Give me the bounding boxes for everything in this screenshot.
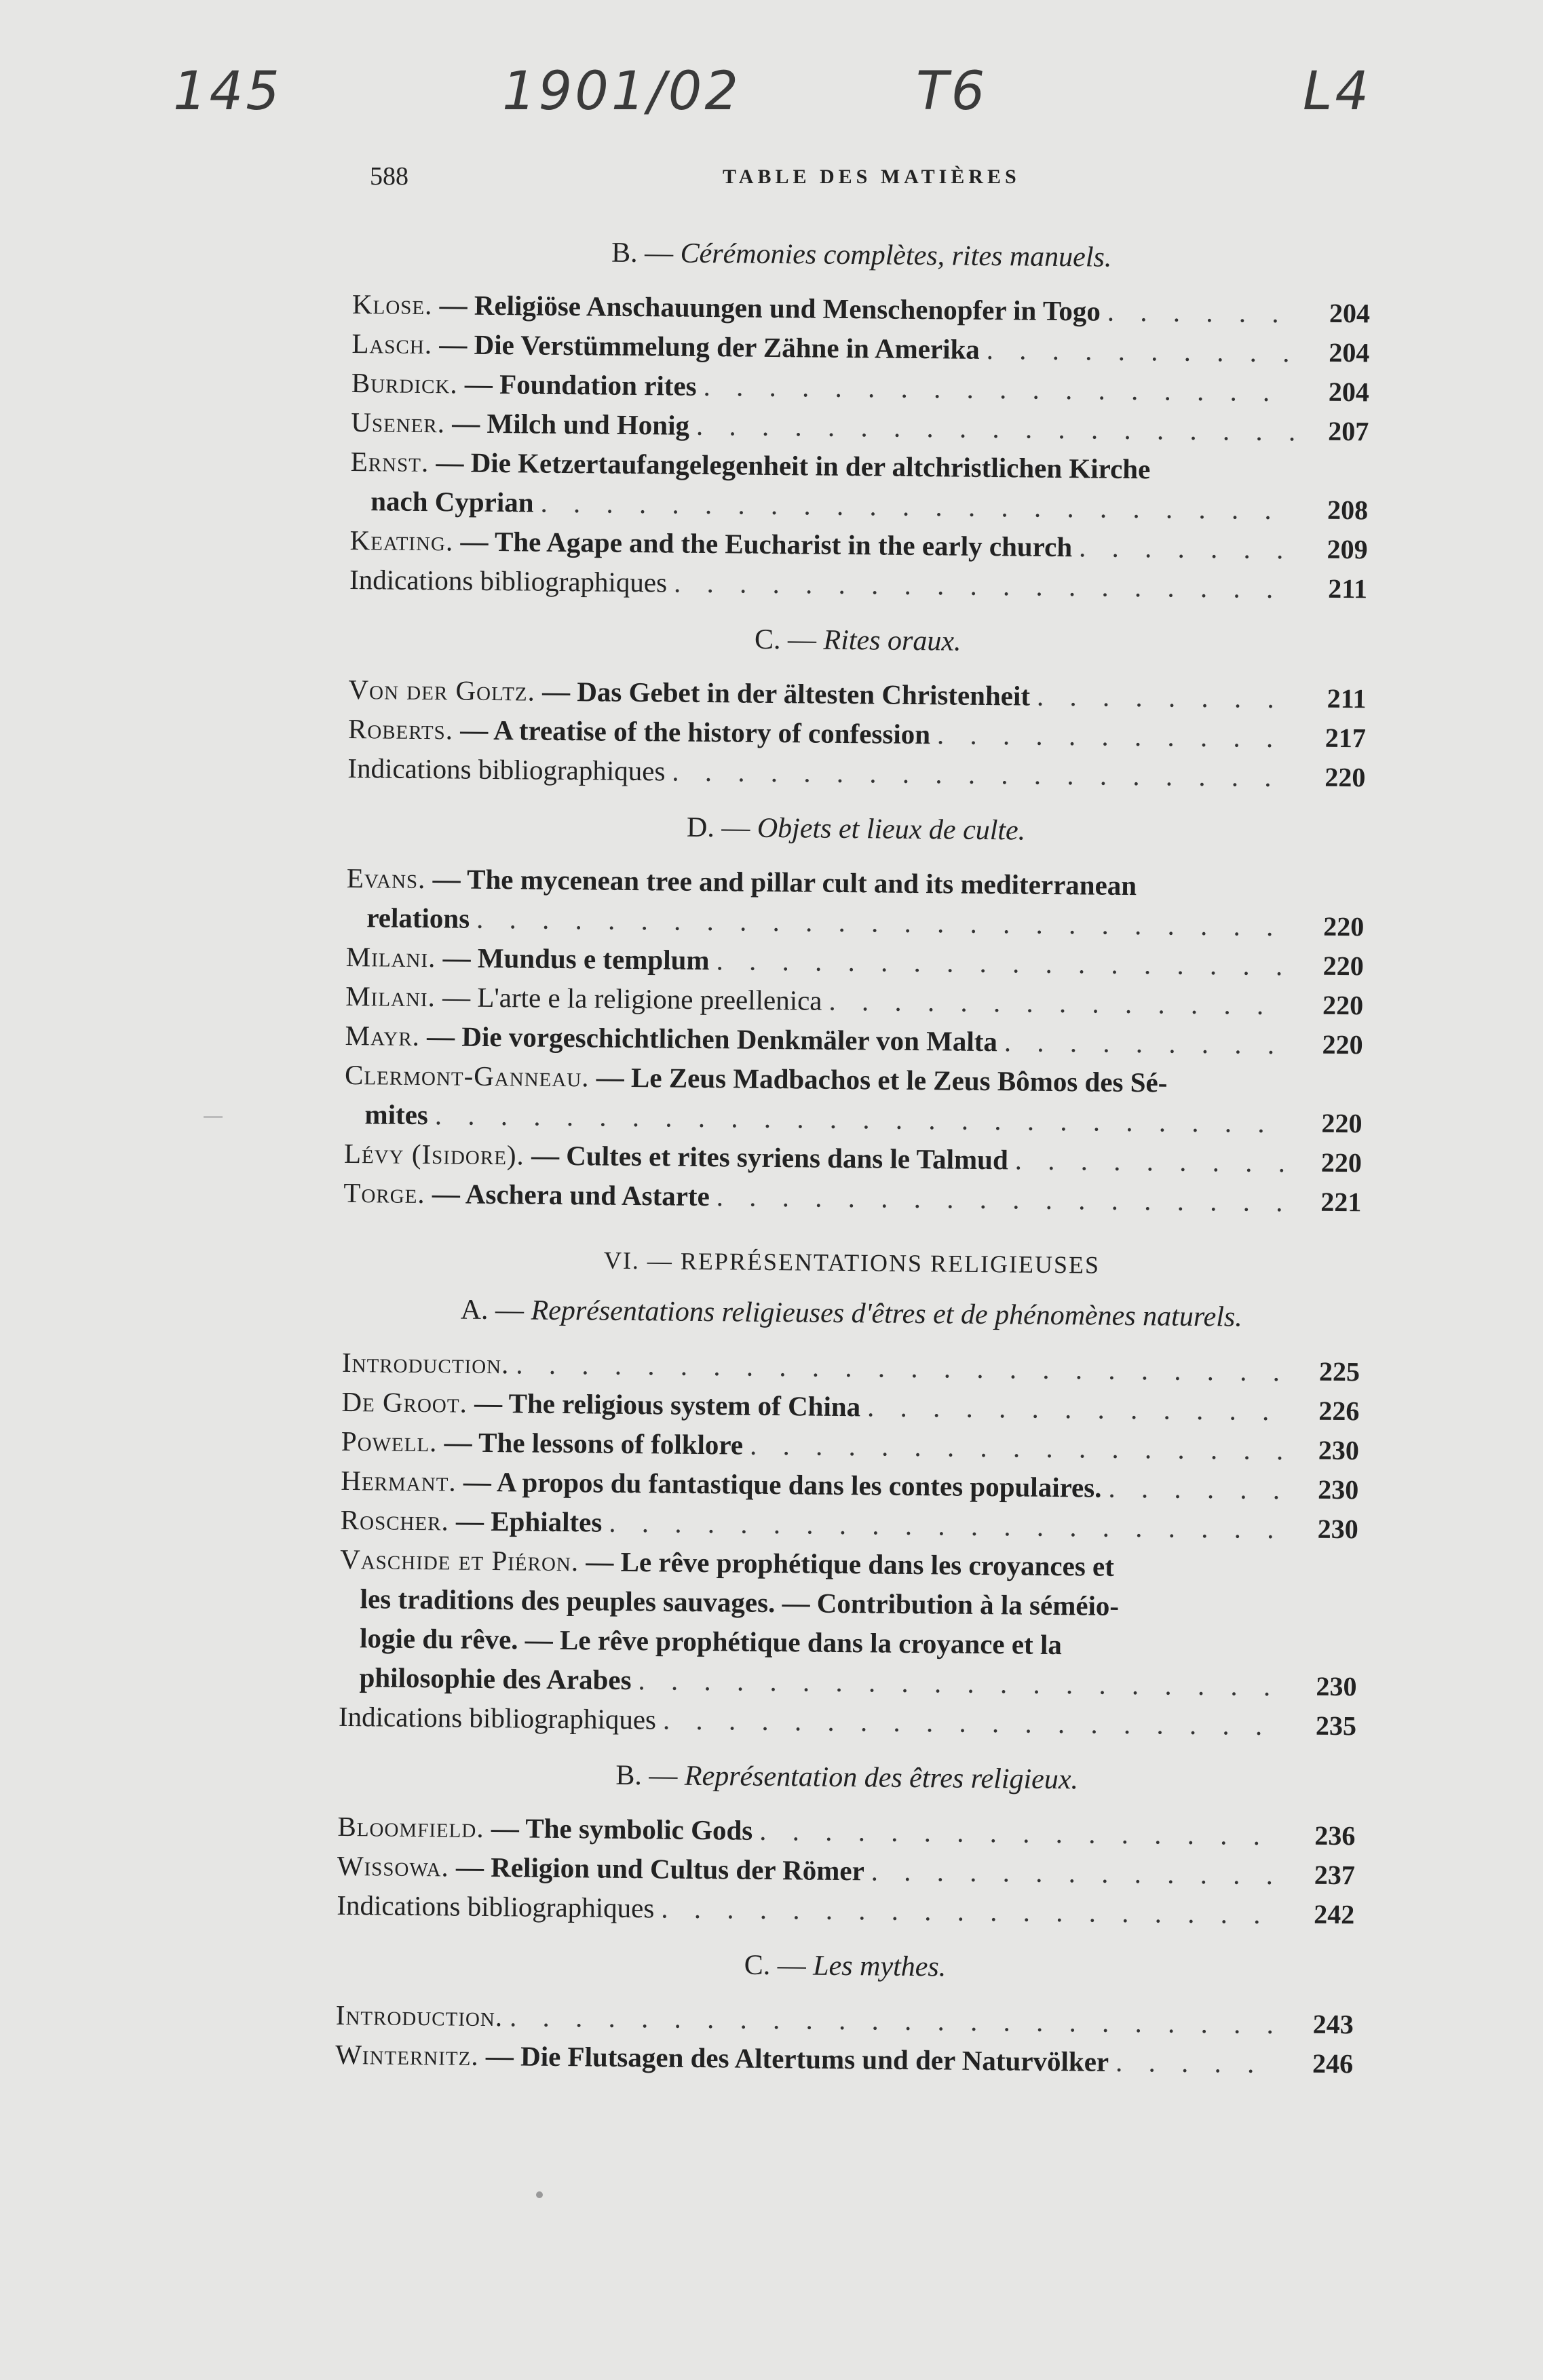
entry-author: Introduction. bbox=[341, 1346, 510, 1380]
entry-page-number: 207 bbox=[1328, 415, 1369, 447]
entry-title: — Die Ketzertaufangelegenheit in der altchristlichen Kirche bbox=[436, 446, 1151, 485]
entry-page-number: 230 bbox=[1316, 1670, 1357, 1702]
entry-page-number: 220 bbox=[1325, 761, 1366, 793]
entry-author: Evans. bbox=[346, 862, 426, 895]
entry-page-number: 211 bbox=[1328, 573, 1368, 604]
entry-page-number: 225 bbox=[1318, 1356, 1360, 1387]
entry-page-number: 209 bbox=[1327, 533, 1368, 565]
entry-line-text bbox=[337, 1807, 753, 1850]
section-label: C. — bbox=[754, 623, 817, 656]
leader-dots bbox=[1107, 292, 1296, 333]
toc-entry-text bbox=[339, 1697, 1289, 1745]
entry-line-text bbox=[341, 1500, 603, 1542]
entry-line-text bbox=[349, 560, 668, 602]
entry-line-text bbox=[345, 1016, 997, 1061]
entry-title: — Foundation rites bbox=[464, 368, 697, 402]
section-heading bbox=[338, 1757, 1356, 1799]
entry-page-number: 242 bbox=[1314, 1898, 1355, 1930]
entry-title: — L'arte e la religione preellenica bbox=[442, 981, 822, 1016]
entry-page-number: 220 bbox=[1323, 910, 1365, 942]
entry-page-number: 217 bbox=[1325, 722, 1367, 754]
handwritten-note-4: L4 bbox=[1303, 61, 1372, 122]
entry-continuation: relations bbox=[366, 902, 470, 934]
leader-dots bbox=[1037, 676, 1292, 718]
leader-dots bbox=[663, 1700, 1282, 1745]
entry-title: — Aschera und Astarte bbox=[432, 1178, 710, 1212]
ink-dot bbox=[536, 2191, 543, 2198]
section-title: Représentation des êtres religieux. bbox=[684, 1760, 1079, 1796]
entry-line-text bbox=[339, 1697, 657, 1739]
entry-title: — Ephialtes bbox=[455, 1505, 603, 1538]
entry-line-text bbox=[349, 520, 1072, 567]
entry-title: — Cultes et rites syriens dans le Talmud bbox=[531, 1139, 1009, 1176]
toc-entry-text bbox=[335, 2035, 1285, 2083]
entry-page-number: 208 bbox=[1327, 494, 1369, 526]
entry-continuation: les traditions des peuples sauvages. — Contribution à la séméio- bbox=[360, 1583, 1120, 1621]
entry-author: Torge. bbox=[343, 1176, 425, 1210]
entry-page-number: 236 bbox=[1314, 1820, 1356, 1851]
entry-author: Von der Goltz. bbox=[348, 673, 536, 707]
entry-line-text bbox=[341, 1382, 860, 1426]
entry-page-number: 226 bbox=[1318, 1395, 1360, 1427]
leader-dots bbox=[609, 1503, 1284, 1549]
page-header bbox=[370, 161, 1360, 195]
section-label: C. — bbox=[744, 1949, 807, 1982]
entry-continuation: nach Cyprian bbox=[370, 485, 534, 518]
entry-page-number: 204 bbox=[1329, 337, 1370, 368]
leader-dots bbox=[1116, 2042, 1279, 2083]
section-title: Objets et lieux de culte. bbox=[757, 812, 1026, 847]
entry-line-text bbox=[351, 402, 689, 445]
entry-page-number: 204 bbox=[1328, 376, 1370, 408]
entry-line-text bbox=[348, 670, 1030, 716]
entry-title: — Le rêve prophétique dans les croyances et bbox=[586, 1546, 1115, 1582]
leader-dots bbox=[1004, 1022, 1289, 1064]
entry-page-number: 220 bbox=[1322, 1029, 1363, 1060]
leader-dots bbox=[716, 940, 1289, 985]
section-label: D. — bbox=[686, 811, 750, 844]
entry-line-text bbox=[351, 363, 697, 406]
handwritten-note-3: T6 bbox=[916, 61, 988, 122]
entry-line-text bbox=[351, 324, 980, 369]
leader-dots bbox=[638, 1660, 1282, 1706]
entry-title: — Le Zeus Madbachos et le Zeus Bômos des Sé- bbox=[596, 1061, 1168, 1098]
entry-line bbox=[339, 1697, 1289, 1745]
toc-entry-text bbox=[344, 1055, 1295, 1143]
entry-title: — The religious system of China bbox=[474, 1387, 861, 1423]
entry-title: — Die Verstümmelung der Zähne in Amerika bbox=[439, 328, 980, 365]
entry-title: — Die Flutsagen des Altertums und der Naturvölker bbox=[485, 2040, 1109, 2077]
toc-entry-text bbox=[349, 560, 1299, 608]
toc-entry-text bbox=[339, 1539, 1290, 1706]
entry-line bbox=[349, 560, 1299, 608]
toc-entry[interactable] bbox=[339, 1539, 1358, 1706]
entry-page-number: 221 bbox=[1320, 1186, 1362, 1218]
section-label: B. — bbox=[611, 237, 674, 269]
entry-title: — Das Gebet in der ältesten Christenheit bbox=[541, 675, 1031, 712]
entry-author: Lasch. bbox=[351, 327, 433, 360]
entry-author: Keating. bbox=[349, 524, 454, 557]
toc-entry-text bbox=[343, 1173, 1293, 1221]
entry-title: — Religion und Cultus der Römer bbox=[455, 1851, 865, 1887]
entry-author: Milani. bbox=[345, 980, 436, 1013]
leader-dots bbox=[1015, 1140, 1288, 1182]
leader-dots bbox=[672, 752, 1291, 797]
entry-title: — Die vorgeschichtlichen Denkmäler von Malta bbox=[426, 1020, 998, 1058]
entry-line-text bbox=[344, 1134, 1008, 1179]
entry-title: — Religiöse Anschauungen und Menschenopfer in Togo bbox=[439, 289, 1101, 327]
running-title: TABLE DES MATIÈRES bbox=[723, 166, 1021, 188]
entry-line-text bbox=[347, 748, 666, 790]
entry-line-text bbox=[337, 1846, 864, 1890]
entry-line bbox=[337, 1885, 1287, 1934]
entry-page-number: 211 bbox=[1327, 683, 1367, 714]
part-heading: VI. — REPRÉSENTATIONS RELIGIEUSES bbox=[603, 1246, 1101, 1279]
section-title: Représentations religieuses d'êtres et de phénomènes naturels. bbox=[531, 1294, 1243, 1333]
entry-page-number: 220 bbox=[1322, 989, 1364, 1021]
entry-author: Milani. bbox=[345, 940, 436, 974]
section-heading bbox=[336, 1945, 1354, 1987]
margin-mark bbox=[204, 1116, 223, 1118]
entry-title: — The mycenean tree and pillar cult and its mediterranean bbox=[432, 863, 1137, 902]
leader-dots bbox=[1108, 1468, 1284, 1509]
entry-author: Wissowa. bbox=[337, 1849, 450, 1883]
entry-title: Indications bibliographiques bbox=[337, 1889, 655, 1924]
entry-title: — Milch und Honig bbox=[452, 407, 690, 441]
entry-author: Mayr. bbox=[345, 1019, 421, 1052]
entry-author: Ernst. bbox=[350, 445, 430, 478]
entry-title: — The symbolic Gods bbox=[491, 1812, 753, 1846]
entry-author: Lévy (Isidore). bbox=[343, 1137, 525, 1171]
entry-line-text bbox=[343, 1173, 710, 1216]
section-heading bbox=[347, 808, 1365, 850]
table-of-contents bbox=[335, 234, 1371, 2084]
entry-author: Burdick. bbox=[351, 366, 458, 400]
section-heading bbox=[343, 1292, 1360, 1335]
entry-author: Introduction. bbox=[335, 1999, 503, 2033]
section-heading bbox=[349, 619, 1367, 661]
entry-page-number: 230 bbox=[1318, 1434, 1360, 1466]
entry-author: De Groot. bbox=[341, 1385, 468, 1419]
entry-page-number: 235 bbox=[1315, 1710, 1357, 1742]
entry-continuation: mites bbox=[364, 1098, 429, 1131]
toc-entry-text bbox=[350, 442, 1301, 529]
leader-dots bbox=[716, 1176, 1287, 1221]
entry-page-number: 220 bbox=[1321, 1107, 1363, 1139]
entry-page-number: 243 bbox=[1312, 2008, 1354, 2040]
entry-title: Indications bibliographiques bbox=[338, 1700, 657, 1735]
leader-dots bbox=[510, 1997, 1279, 2043]
leader-dots bbox=[674, 563, 1293, 609]
leader-dots bbox=[703, 366, 1295, 411]
toc-entry[interactable] bbox=[346, 858, 1365, 946]
entry-line-text bbox=[341, 1461, 1102, 1508]
entry-title: Indications bibliographiques bbox=[349, 563, 668, 598]
section-label: B. — bbox=[615, 1759, 678, 1792]
handwritten-note-2: 1901/02 bbox=[502, 61, 742, 122]
leader-dots bbox=[828, 981, 1289, 1025]
leader-dots bbox=[516, 1344, 1285, 1391]
entry-line-text bbox=[352, 284, 1101, 331]
entry-title: — A treatise of the history of confession bbox=[460, 714, 931, 750]
entry-page-number: 220 bbox=[1320, 1147, 1363, 1178]
entry-title: — Mundus e templum bbox=[442, 942, 710, 976]
leader-dots bbox=[750, 1425, 1284, 1470]
entry-continuation: logie du rêve. — Le rêve prophétique dans la croyance et la bbox=[359, 1622, 1063, 1661]
section-title: Rites oraux. bbox=[823, 624, 961, 657]
entry-title: Indications bibliographiques bbox=[347, 752, 666, 787]
entry-author: Clermont-Ganneau. bbox=[344, 1058, 590, 1093]
entry-line-text bbox=[345, 976, 822, 1020]
entry-author: Bloomfield. bbox=[337, 1810, 484, 1843]
entry-line-text bbox=[341, 1421, 744, 1465]
leader-dots bbox=[661, 1888, 1280, 1934]
entry-page-number: 220 bbox=[1322, 950, 1364, 982]
entry-line-text bbox=[342, 1343, 510, 1383]
leader-dots bbox=[759, 1811, 1281, 1855]
entry-author: Usener. bbox=[351, 406, 446, 439]
entry-title: — The Agape and the Eucharist in the early church bbox=[460, 525, 1073, 563]
entry-line-text bbox=[335, 2035, 1109, 2081]
toc-entry[interactable] bbox=[350, 442, 1369, 530]
entry-author: Roberts. bbox=[347, 712, 454, 746]
section-heading bbox=[353, 234, 1371, 276]
section-title: Les mythes. bbox=[813, 1950, 947, 1983]
entry-title: — A propos du fantastique dans les contes populaires. bbox=[463, 1465, 1102, 1503]
leader-dots bbox=[987, 330, 1295, 372]
page-number: 588 bbox=[370, 162, 408, 191]
leader-dots bbox=[696, 406, 1295, 450]
leader-dots bbox=[937, 714, 1291, 757]
entry-page-number: 246 bbox=[1312, 2048, 1354, 2079]
entry-author: Hermant. bbox=[341, 1464, 457, 1497]
entry-line-text bbox=[348, 709, 931, 754]
entry-page-number: 204 bbox=[1329, 297, 1371, 329]
toc-entry[interactable] bbox=[344, 1055, 1363, 1143]
entry-continuation: philosophie des Arabes bbox=[359, 1662, 632, 1696]
entry-title: — The lessons of folklore bbox=[444, 1426, 744, 1461]
entry-line bbox=[343, 1173, 1293, 1221]
toc-entry-text bbox=[346, 858, 1297, 946]
toc-entry-text bbox=[347, 748, 1297, 796]
entry-page-number: 230 bbox=[1317, 1513, 1358, 1545]
section-title: Cérémonies complètes, rites manuels. bbox=[680, 237, 1112, 273]
entry-author: Powell. bbox=[341, 1425, 438, 1458]
leader-dots bbox=[540, 483, 1293, 530]
toc-entry-text bbox=[337, 1885, 1287, 1934]
entry-author: Roscher. bbox=[340, 1503, 450, 1537]
handwritten-note-1: 145 bbox=[173, 61, 282, 122]
entry-author: Klose. bbox=[351, 288, 433, 321]
entry-author: Vaschide et Piéron. bbox=[340, 1543, 579, 1577]
entry-author: Winternitz. bbox=[335, 2038, 479, 2071]
entry-page-number: 230 bbox=[1318, 1474, 1359, 1505]
leader-dots bbox=[867, 1387, 1285, 1430]
section-label: A. — bbox=[460, 1294, 525, 1326]
leader-dots bbox=[871, 1851, 1281, 1894]
entry-line bbox=[335, 2035, 1285, 2083]
entry-page-number: 237 bbox=[1314, 1859, 1356, 1891]
entry-line-text bbox=[336, 1995, 503, 2036]
entry-line-text bbox=[337, 1885, 655, 1927]
leader-dots bbox=[1079, 527, 1293, 569]
entry-line-text bbox=[345, 937, 709, 980]
entry-line bbox=[347, 748, 1297, 796]
